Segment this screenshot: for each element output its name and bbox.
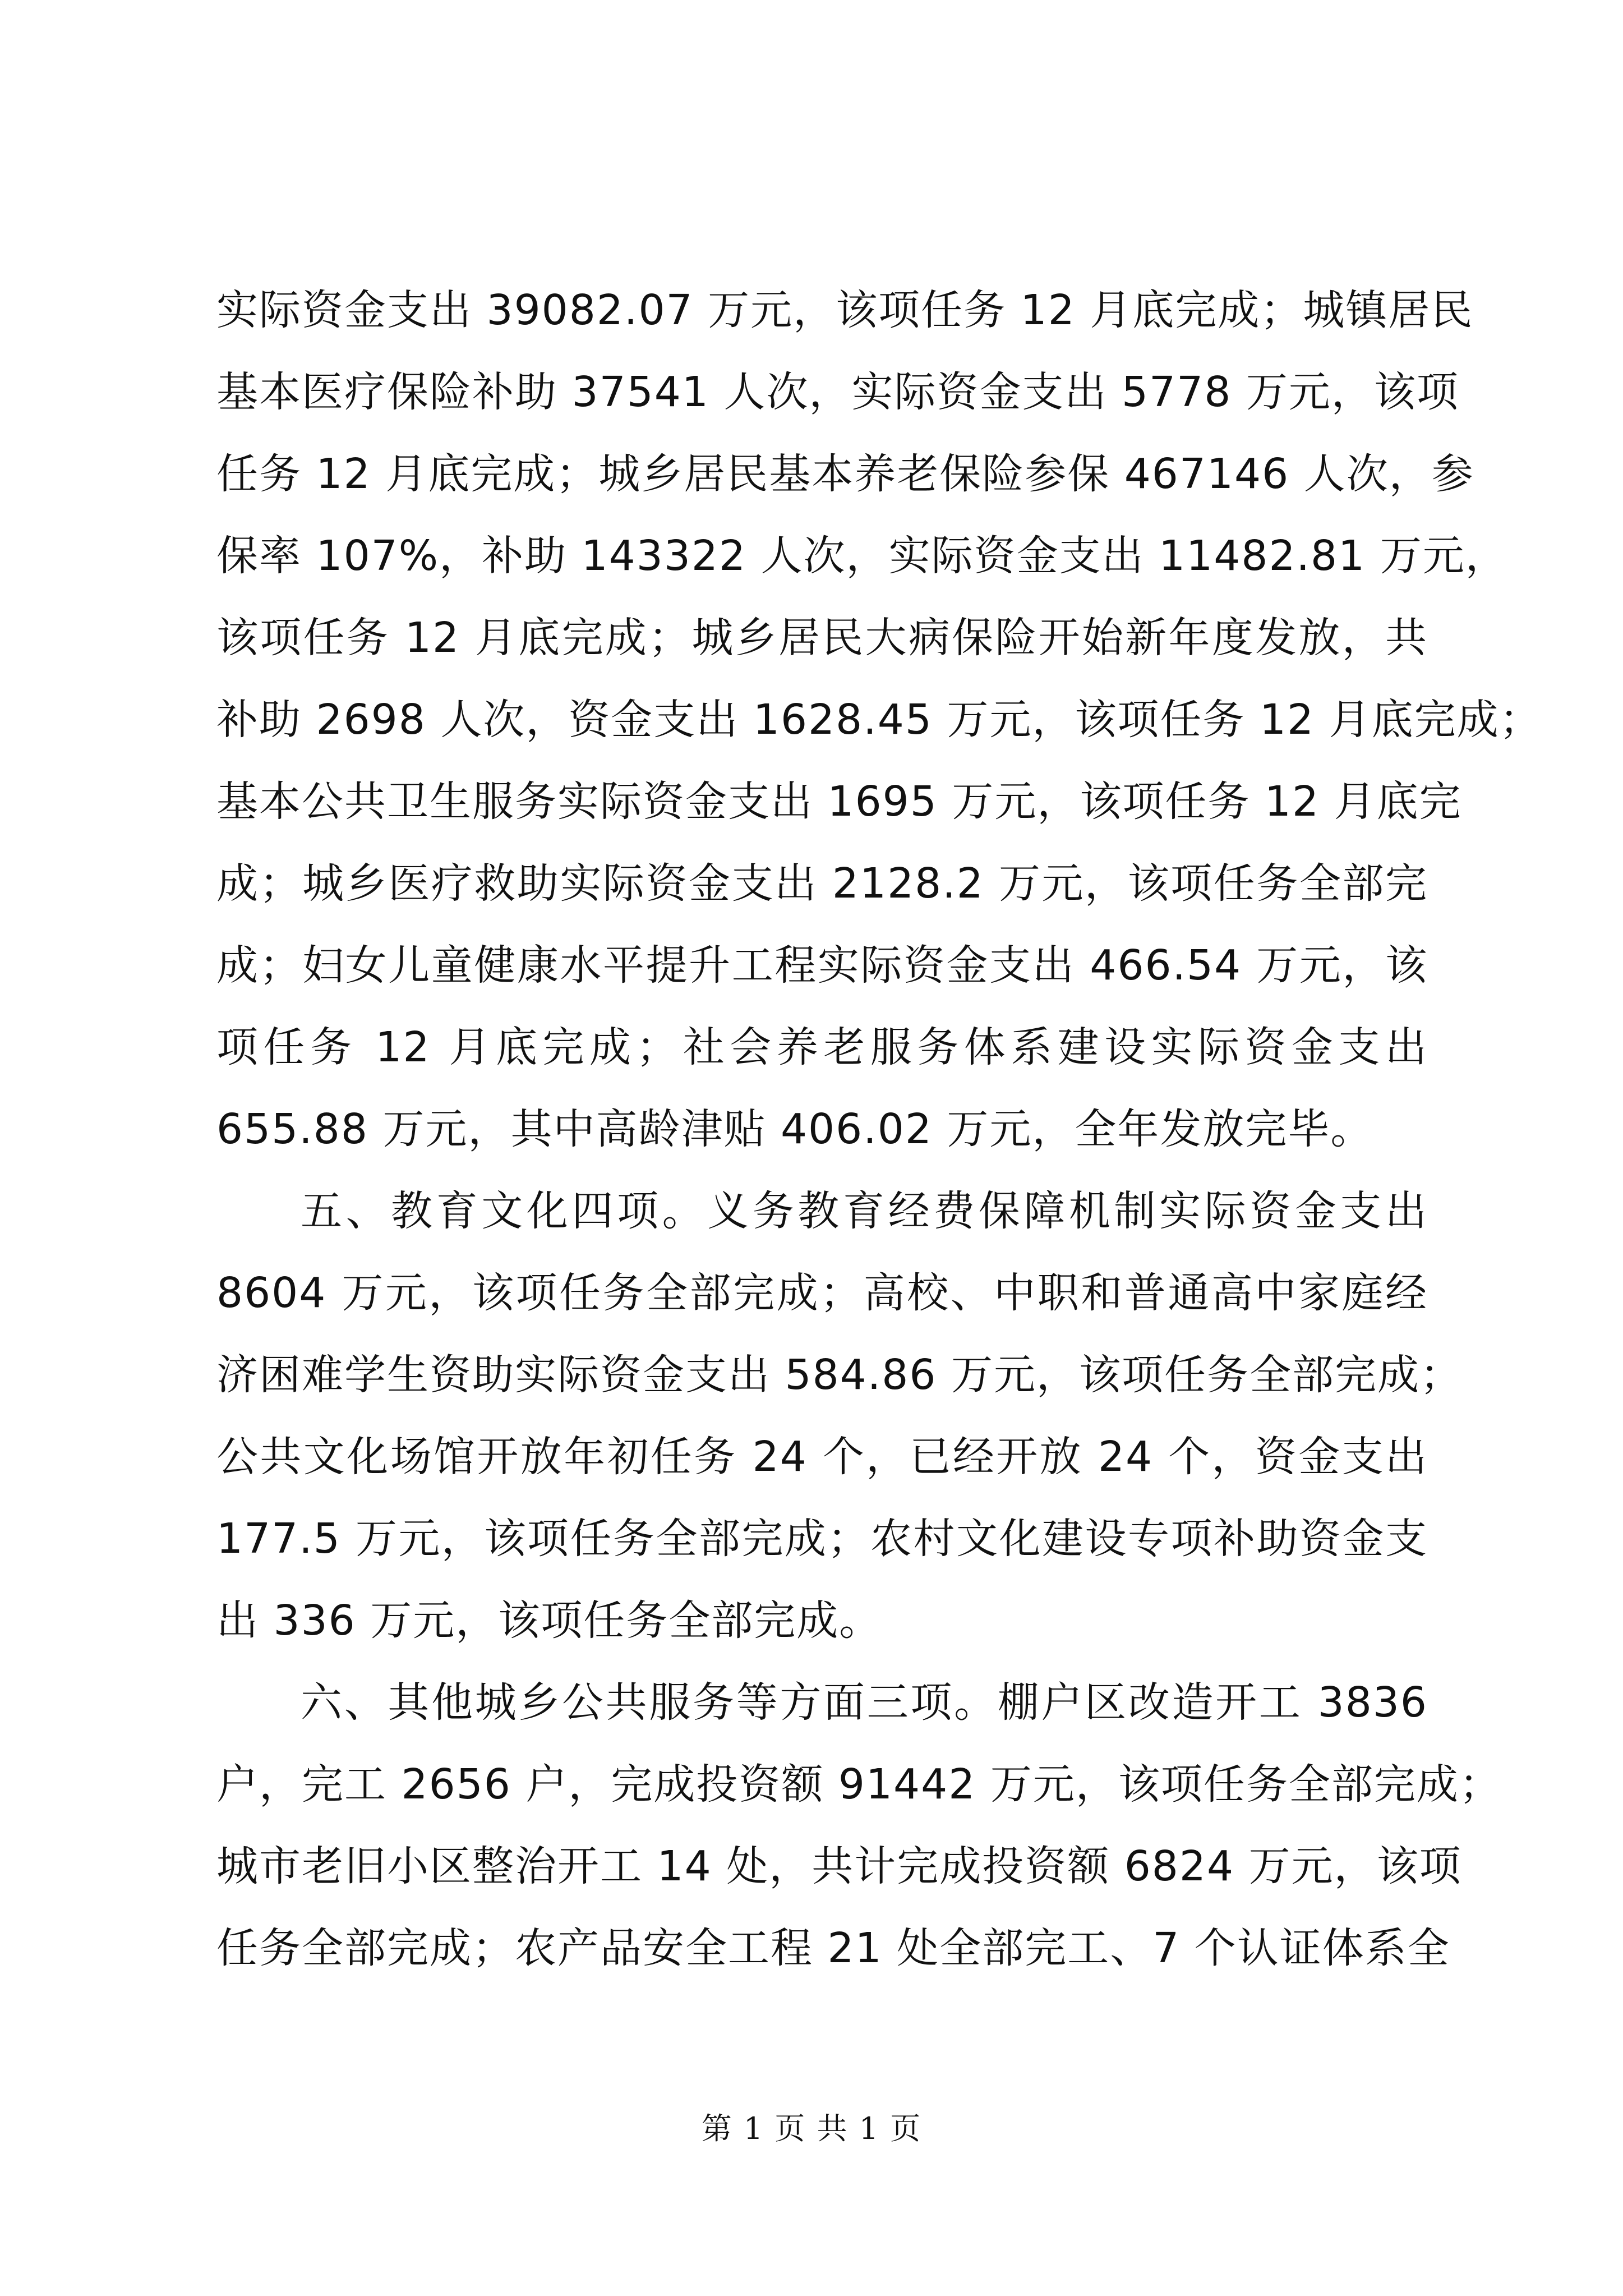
text-line: 公共文化场馆开放年初任务 24 个，已经开放 24 个，资金支出 — [216, 1433, 1428, 1481]
paragraph-heading-line: 六、其他城乡公共服务等方面三项。棚户区改造开工 3836 — [301, 1678, 1428, 1727]
paragraph-heading-line: 五、教育文化四项。义务教育经费保障机制实际资金支出 — [301, 1187, 1428, 1235]
text-line: 基本医疗保险补助 37541 人次，实际资金支出 5778 万元，该项 — [216, 368, 1459, 416]
page-footer — [0, 2109, 1623, 2148]
text-line: 城市老旧小区整治开工 14 处，共计完成投资额 6824 万元，该项 — [216, 1842, 1462, 1890]
page-number-label: 第 1 页 共 1 页 — [701, 2111, 922, 2146]
text-line: 出 336 万元，该项任务全部完成。 — [216, 1596, 882, 1645]
text-line: 成；妇女儿童健康水平提升工程实际资金支出 466.54 万元，该 — [216, 941, 1428, 990]
text-line: 任务全部完成；农产品安全工程 21 处全部完工、7 个认证体系全 — [216, 1924, 1450, 1972]
document-body — [216, 269, 1542, 1989]
text-line: 补助 2698 人次，资金支出 1628.45 万元，该项任务 12 月底完成； — [216, 696, 1542, 744]
text-line: 8604 万元，该项任务全部完成；高校、中职和普通高中家庭经 — [216, 1269, 1428, 1317]
text-line: 实际资金支出 39082.07 万元，该项任务 12 月底完成；城镇居民 — [216, 286, 1474, 334]
text-line: 成；城乡医疗救助实际资金支出 2128.2 万元，该项任务全部完 — [216, 859, 1428, 908]
text-line: 该项任务 12 月底完成；城乡居民大病保险开始新年度发放，共 — [216, 614, 1428, 662]
text-line: 保率 107%，补助 143322 人次，实际资金支出 11482.81 万元， — [216, 532, 1508, 580]
text-line: 户，完工 2656 户，完成投资额 91442 万元，该项任务全部完成； — [216, 1760, 1502, 1809]
text-line: 项任务 12 月底完成；社会养老服务体系建设实际资金支出 — [216, 1023, 1428, 1071]
text-line: 任务 12 月底完成；城乡居民基本养老保险参保 467146 人次，参 — [216, 450, 1474, 498]
text-line: 655.88 万元，其中高龄津贴 406.02 万元，全年发放完毕。 — [216, 1105, 1373, 1153]
text-line: 177.5 万元，该项任务全部完成；农村文化建设专项补助资金支 — [216, 1515, 1428, 1563]
text-line: 济困难学生资助实际资金支出 584.86 万元，该项任务全部完成； — [216, 1351, 1463, 1399]
text-line: 基本公共卫生服务实际资金支出 1695 万元，该项任务 12 月底完 — [216, 777, 1462, 826]
